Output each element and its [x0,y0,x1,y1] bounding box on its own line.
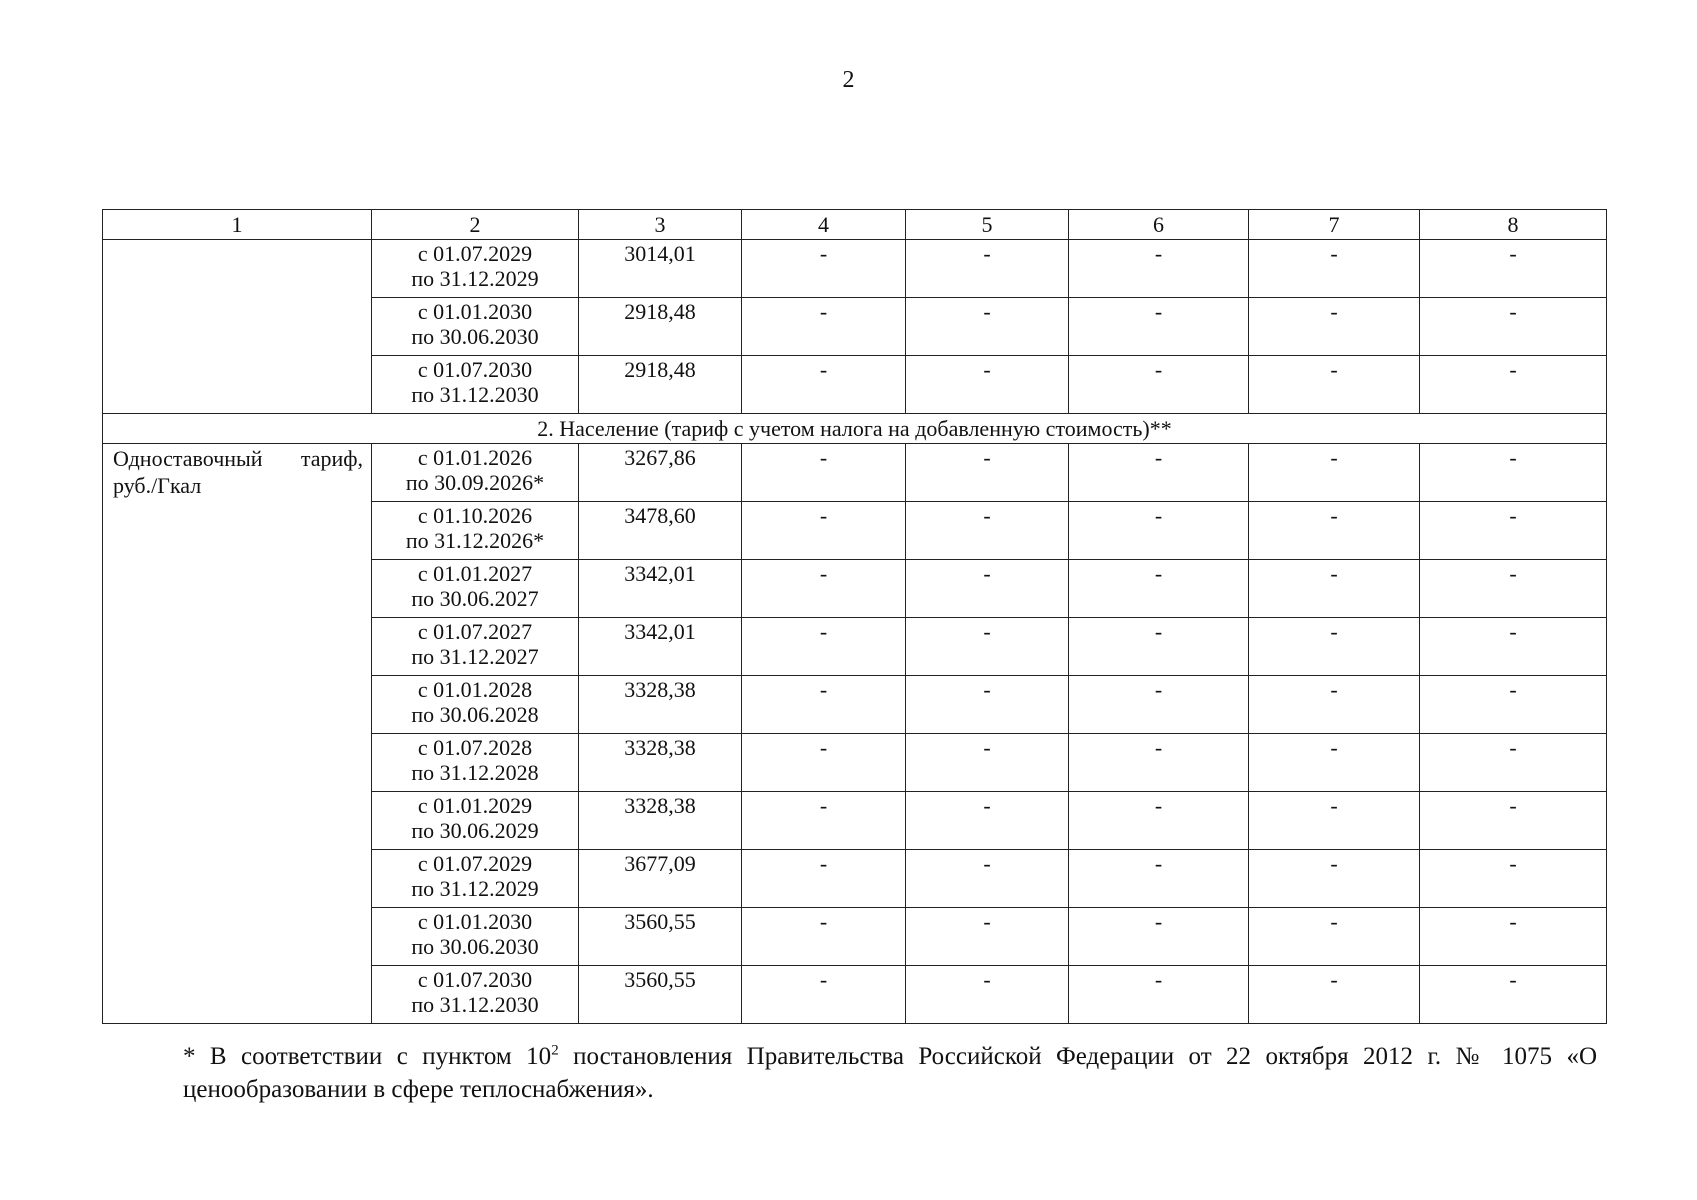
empty-value-cell: - [1069,240,1249,298]
empty-value-cell: - [1249,618,1420,676]
tariff-value: 3342,01 [579,618,742,676]
empty-value-cell: - [1249,850,1420,908]
period-start: с 01.01.2029 [417,793,533,818]
period-end: по 31.12.2029 [411,266,539,291]
empty-value-cell: - [906,298,1069,356]
table-header-row [103,210,1607,240]
period-end: по 30.06.2030 [411,934,539,959]
empty-value-cell: - [742,792,906,850]
empty-value-cell: - [906,356,1069,414]
empty-value-cell: - [906,676,1069,734]
period-cell [372,240,579,298]
empty-value-cell: - [906,560,1069,618]
period-end: по 31.12.2030 [411,992,539,1017]
period-start: с 01.07.2030 [417,967,533,992]
empty-value-cell: - [906,502,1069,560]
column-header: 6 [1069,210,1249,240]
empty-value-cell: - [1249,792,1420,850]
period-start: с 01.01.2027 [417,561,533,586]
period-end: по 30.06.2027 [411,586,539,611]
tariff-value: 3677,09 [579,850,742,908]
empty-value-cell: - [906,618,1069,676]
empty-value-cell: - [1069,676,1249,734]
empty-value-cell: - [1249,966,1420,1024]
period-cell [372,966,579,1024]
empty-value-cell: - [1249,560,1420,618]
empty-value-cell: - [1249,734,1420,792]
empty-value-cell: - [1069,966,1249,1024]
period-end: по 31.12.2028 [411,760,539,785]
empty-value-cell: - [1069,502,1249,560]
empty-value-cell: - [1420,502,1607,560]
tariff-value: 3328,38 [579,676,742,734]
period-start: с 01.07.2029 [417,851,533,876]
empty-value-cell: - [1420,676,1607,734]
tariff-name: Одноставочный тариф, руб./Гкал [103,444,372,1024]
tariff-value: 3267,86 [579,444,742,502]
period-start: с 01.01.2030 [417,909,533,934]
empty-value-cell: - [1420,850,1607,908]
empty-value-cell: - [1069,908,1249,966]
column-header: 1 [103,210,372,240]
empty-value-cell: - [742,618,906,676]
empty-value-cell: - [906,734,1069,792]
footnote [113,1040,1597,1106]
tariff-value: 3328,38 [579,792,742,850]
empty-value-cell: - [906,908,1069,966]
empty-value-cell: - [742,444,906,502]
page-number: 2 [842,67,855,93]
empty-value-cell: - [1249,676,1420,734]
empty-value-cell: - [1069,444,1249,502]
empty-value-cell: - [1420,966,1607,1024]
period-cell [372,850,579,908]
footnote-text-continued: постановления Правительства Российской Федерации от 22 октября 2012 г. № 1075 «О ценообразовании в сфере теплоснабжения». [183,1043,1597,1103]
period-cell [372,618,579,676]
empty-value-cell: - [742,850,906,908]
period-cell [372,298,579,356]
tariff-value: 3478,60 [579,502,742,560]
empty-value-cell: - [1249,356,1420,414]
empty-value-cell: - [1420,734,1607,792]
empty-value-cell: - [742,240,906,298]
empty-value-cell: - [906,966,1069,1024]
period-end: по 30.06.2029 [411,818,539,843]
tariff-table [102,209,1607,1024]
empty-value-cell: - [742,560,906,618]
column-header: 7 [1249,210,1420,240]
period-end: по 30.06.2030 [411,324,539,349]
footnote-text: * В соответствии с пунктом 10 [183,1043,552,1070]
empty-value-cell: - [1249,908,1420,966]
empty-value-cell: - [1069,792,1249,850]
tariff-value: 3560,55 [579,908,742,966]
period-start: с 01.01.2030 [417,299,533,324]
period-end: по 30.09.2026* [405,470,545,495]
tariff-value: 3342,01 [579,560,742,618]
period-end: по 31.12.2027 [411,644,539,669]
tariff-value: 3328,38 [579,734,742,792]
empty-value-cell: - [1069,850,1249,908]
period-cell [372,444,579,502]
empty-value-cell: - [742,908,906,966]
period-end: по 31.12.2026* [405,528,545,553]
empty-value-cell: - [1420,560,1607,618]
empty-value-cell: - [1420,356,1607,414]
period-start: с 01.01.2026 [417,445,533,470]
section-title-row [103,414,1607,444]
period-end: по 31.12.2030 [411,382,539,407]
empty-value-cell: - [1420,298,1607,356]
empty-value-cell: - [1069,356,1249,414]
empty-value-cell: - [906,444,1069,502]
empty-value-cell: - [1249,444,1420,502]
period-cell [372,908,579,966]
tariff-value: 2918,48 [579,356,742,414]
empty-value-cell: - [1249,502,1420,560]
column-header: 3 [579,210,742,240]
empty-value-cell: - [1069,298,1249,356]
empty-value-cell: - [1420,792,1607,850]
table-row [103,240,1607,298]
period-cell [372,792,579,850]
table-row [103,444,1607,502]
period-start: с 01.07.2027 [417,619,533,644]
empty-value-cell: - [1420,618,1607,676]
empty-name-cell [103,240,372,414]
empty-value-cell: - [742,966,906,1024]
section-title: 2. Население (тариф с учетом налога на добавленную стоимость)** [103,414,1607,444]
tariff-value: 3014,01 [579,240,742,298]
empty-value-cell: - [1069,618,1249,676]
footnote-superscript: 2 [551,1042,559,1059]
period-cell [372,502,579,560]
empty-value-cell: - [1249,240,1420,298]
empty-value-cell: - [742,676,906,734]
empty-value-cell: - [742,298,906,356]
empty-value-cell: - [1069,734,1249,792]
period-start: с 01.07.2028 [417,735,533,760]
empty-value-cell: - [1420,908,1607,966]
period-end: по 30.06.2028 [411,702,539,727]
column-header: 8 [1420,210,1607,240]
period-end: по 31.12.2029 [411,876,539,901]
period-start: с 01.07.2030 [417,357,533,382]
empty-value-cell: - [1420,444,1607,502]
empty-value-cell: - [1249,298,1420,356]
empty-value-cell: - [906,850,1069,908]
period-start: с 01.07.2029 [417,241,533,266]
empty-value-cell: - [742,502,906,560]
tariff-value: 3560,55 [579,966,742,1024]
empty-value-cell: - [906,792,1069,850]
period-cell [372,356,579,414]
tariff-value: 2918,48 [579,298,742,356]
empty-value-cell: - [1420,240,1607,298]
column-header: 5 [906,210,1069,240]
period-cell [372,676,579,734]
empty-value-cell: - [1069,560,1249,618]
empty-value-cell: - [906,240,1069,298]
column-header: 2 [372,210,579,240]
period-start: с 01.10.2026 [417,503,533,528]
period-cell [372,734,579,792]
empty-value-cell: - [742,356,906,414]
column-header: 4 [742,210,906,240]
period-cell [372,560,579,618]
empty-value-cell: - [742,734,906,792]
period-start: с 01.01.2028 [417,677,533,702]
